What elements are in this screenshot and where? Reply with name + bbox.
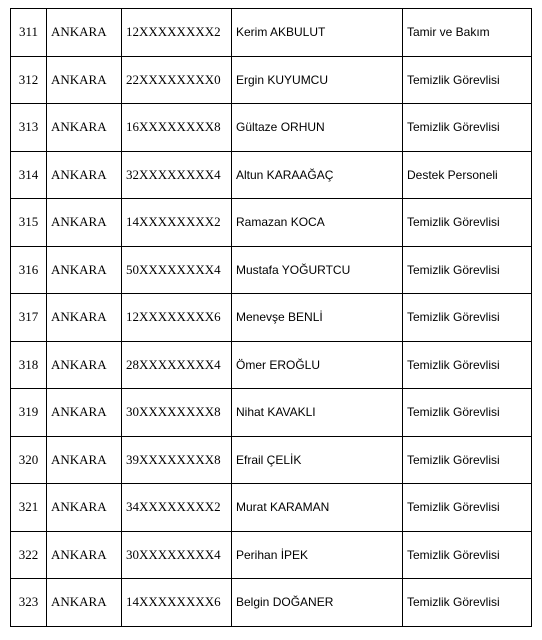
city-cell: ANKARA	[47, 389, 122, 437]
table-row	[11, 56, 532, 104]
city-cell: ANKARA	[47, 579, 122, 627]
table-row	[11, 436, 532, 484]
table-row	[11, 246, 532, 294]
position-cell: Temizlik Görevlisi	[403, 56, 532, 104]
city-cell: ANKARA	[47, 246, 122, 294]
position-cell: Temizlik Görevlisi	[403, 484, 532, 532]
position-cell: Temizlik Görevlisi	[403, 294, 532, 342]
row-number: 315	[11, 199, 47, 247]
position-cell: Temizlik Görevlisi	[403, 389, 532, 437]
city-cell: ANKARA	[47, 9, 122, 57]
personnel-table	[10, 8, 532, 627]
position-cell: Temizlik Görevlisi	[403, 246, 532, 294]
full-name-cell: Belgin DOĞANER	[232, 579, 403, 627]
row-number: 314	[11, 151, 47, 199]
id-number-cell: 34XXXXXXXX2	[122, 484, 232, 532]
table-row	[11, 199, 532, 247]
position-cell: Temizlik Görevlisi	[403, 199, 532, 247]
table-row	[11, 341, 532, 389]
table-row	[11, 484, 532, 532]
position-cell: Temizlik Görevlisi	[403, 104, 532, 152]
id-number-cell: 39XXXXXXXX8	[122, 436, 232, 484]
full-name-cell: Efrail ÇELİK	[232, 436, 403, 484]
table-row	[11, 9, 532, 57]
id-number-cell: 30XXXXXXXX8	[122, 389, 232, 437]
position-cell: Temizlik Görevlisi	[403, 436, 532, 484]
row-number: 311	[11, 9, 47, 57]
id-number-cell: 50XXXXXXXX4	[122, 246, 232, 294]
city-cell: ANKARA	[47, 104, 122, 152]
full-name-cell: Mustafa YOĞURTCU	[232, 246, 403, 294]
id-number-cell: 12XXXXXXXX6	[122, 294, 232, 342]
position-cell: Temizlik Görevlisi	[403, 341, 532, 389]
city-cell: ANKARA	[47, 484, 122, 532]
table-row	[11, 294, 532, 342]
id-number-cell: 30XXXXXXXX4	[122, 531, 232, 579]
row-number: 319	[11, 389, 47, 437]
full-name-cell: Murat KARAMAN	[232, 484, 403, 532]
position-cell: Temizlik Görevlisi	[403, 531, 532, 579]
city-cell: ANKARA	[47, 199, 122, 247]
row-number: 313	[11, 104, 47, 152]
full-name-cell: Perihan İPEK	[232, 531, 403, 579]
city-cell: ANKARA	[47, 436, 122, 484]
city-cell: ANKARA	[47, 56, 122, 104]
id-number-cell: 14XXXXXXXX6	[122, 579, 232, 627]
id-number-cell: 14XXXXXXXX2	[122, 199, 232, 247]
city-cell: ANKARA	[47, 531, 122, 579]
full-name-cell: Ömer EROĞLU	[232, 341, 403, 389]
row-number: 316	[11, 246, 47, 294]
id-number-cell: 22XXXXXXXX0	[122, 56, 232, 104]
position-cell: Temizlik Görevlisi	[403, 579, 532, 627]
full-name-cell: Kerim AKBULUT	[232, 9, 403, 57]
table-row	[11, 151, 532, 199]
row-number: 320	[11, 436, 47, 484]
row-number: 323	[11, 579, 47, 627]
table-row	[11, 389, 532, 437]
table-row	[11, 104, 532, 152]
full-name-cell: Ramazan KOCA	[232, 199, 403, 247]
full-name-cell: Nihat KAVAKLI	[232, 389, 403, 437]
full-name-cell: Menevşe BENLİ	[232, 294, 403, 342]
city-cell: ANKARA	[47, 341, 122, 389]
full-name-cell: Ergin KUYUMCU	[232, 56, 403, 104]
row-number: 322	[11, 531, 47, 579]
id-number-cell: 16XXXXXXXX8	[122, 104, 232, 152]
row-number: 318	[11, 341, 47, 389]
full-name-cell: Gültaze ORHUN	[232, 104, 403, 152]
table-row	[11, 579, 532, 627]
row-number: 317	[11, 294, 47, 342]
position-cell: Destek Personeli	[403, 151, 532, 199]
table-row	[11, 531, 532, 579]
city-cell: ANKARA	[47, 151, 122, 199]
id-number-cell: 32XXXXXXXX4	[122, 151, 232, 199]
row-number: 312	[11, 56, 47, 104]
full-name-cell: Altun KARAAĞAÇ	[232, 151, 403, 199]
city-cell: ANKARA	[47, 294, 122, 342]
position-cell: Tamir ve Bakım	[403, 9, 532, 57]
document-page	[10, 8, 531, 627]
row-number: 321	[11, 484, 47, 532]
id-number-cell: 28XXXXXXXX4	[122, 341, 232, 389]
id-number-cell: 12XXXXXXXX2	[122, 9, 232, 57]
